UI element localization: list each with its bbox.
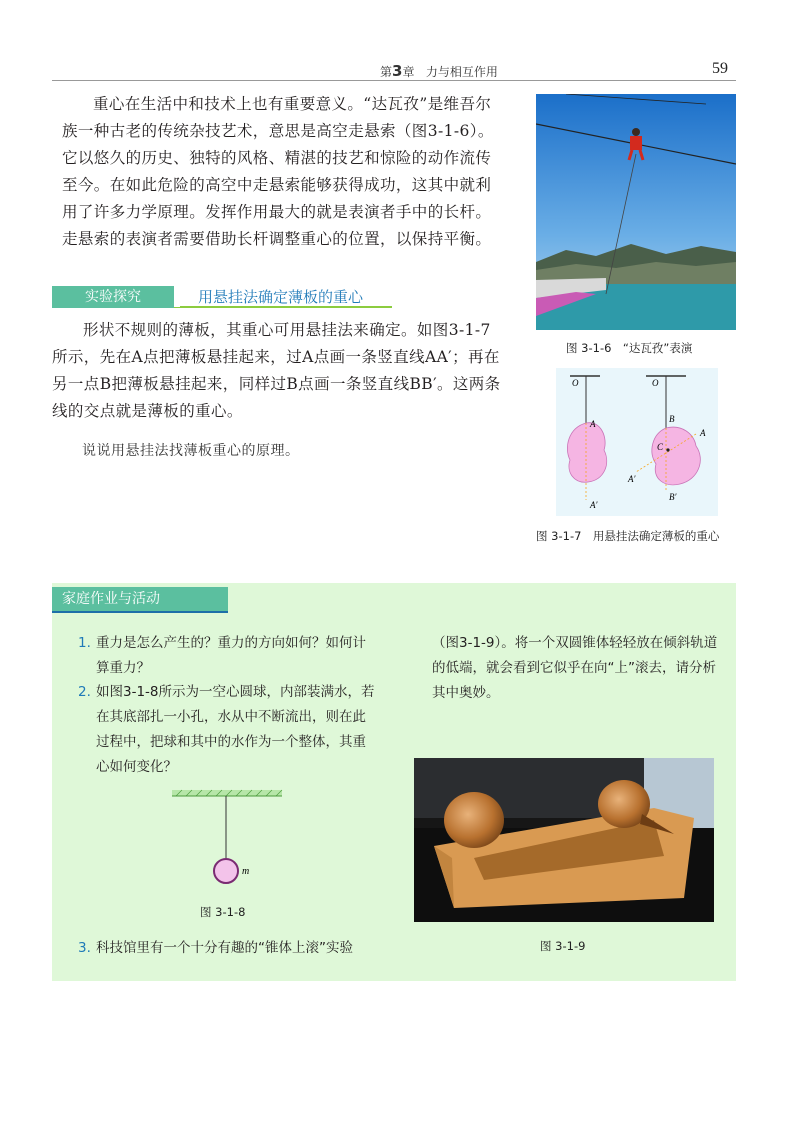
suspension-diagram (556, 368, 718, 516)
handwritten-prompt: 说说用悬挂法找薄板重心的原理。 (82, 443, 300, 459)
label-a2: A (700, 428, 706, 438)
experiment-tag: 实验探究 (52, 286, 174, 308)
experiment-underline (174, 307, 392, 308)
hanging-ball-diagram (168, 786, 288, 896)
question-3-number: 3. (78, 940, 91, 956)
page-number: 59 (712, 60, 728, 77)
homework-tag-underline (52, 611, 228, 613)
question-3 (78, 936, 388, 961)
label-b-prime: B′ (669, 492, 677, 502)
question-3-text: 科技馆里有一个十分有趣的“锥体上滚”实验 (96, 940, 353, 956)
double-cone-photo (414, 758, 714, 922)
figure-3-1-6-caption: 图 3-1-6 “达瓦孜”表演 (566, 341, 693, 355)
label-a2-prime: A′ (628, 474, 636, 484)
question-2-text: 如图3-1-8所示为一空心圆球，内部装满水，若在其底部扎一小孔，水从中不断流出，则在此过程中，把球和其中的水作为一个整体，其重心如何变化？ (96, 684, 375, 775)
label-c: C (657, 442, 664, 452)
question-1 (78, 631, 378, 681)
label-o2: O (652, 378, 659, 388)
chapter-number: 3 (392, 62, 403, 80)
question-1-text: 重力是怎么产生的？重力的方向如何？如何计算重力？ (96, 635, 366, 676)
figure-3-1-7-caption: 图 3-1-7 用悬挂法确定薄板的重心 (536, 529, 720, 543)
chapter-header (380, 62, 498, 80)
chapter-suffix: 章 (402, 65, 415, 79)
label-a1-prime: A′ (590, 500, 598, 510)
question-1-number: 1. (78, 635, 91, 651)
homework-tag: 家庭作业与活动 (52, 587, 228, 611)
header-divider (52, 80, 736, 81)
mass-label: m (242, 866, 250, 877)
tightrope-photo (536, 94, 736, 330)
chapter-title: 力与相互作用 (425, 65, 498, 79)
label-b: B (669, 414, 675, 424)
label-a1: A (590, 419, 596, 429)
label-o1: O (572, 378, 579, 388)
experiment-paragraph: 形状不规则的薄板，其重心可用悬挂法来确定。如图3-1-7所示，先在A点把薄板悬挂起来，过A点画一条竖直线AA′；再在另一点B把薄板悬挂起来，同样过B点画一条竖直线BB′。这两条线的交点就是薄板的重心。 (52, 321, 501, 420)
experiment-title: 用悬挂法确定薄板的重心 (180, 286, 392, 308)
intro-paragraph: 重心在生活中和技术上也有重要意义。“达瓦孜”是维吾尔族一种古老的传统杂技艺术，意思是高空走悬索（图3-1-6）。它以悠久的历史、独特的风格、精湛的技艺和惊险的动作流传至今。在如此危险的高空中走悬索能够获得成功，这其中就利用了许多力学原理。发挥作用最大的就是表演者手中的长杆。走悬索的表演者需要借助长杆调整重心的位置，以保持平衡。 (62, 95, 494, 248)
chapter-prefix: 第 (380, 65, 393, 79)
question-2 (78, 680, 378, 780)
question-3-continued: （图3-1-9）。将一个双圆锥体轻轻放在倾斜轨道的低端，就会看到它似乎在向“上”滚去，请分析其中奥妙。 (432, 635, 718, 701)
figure-3-1-9-caption: 图 3-1-9 (540, 939, 586, 953)
figure-3-1-8-caption: 图 3-1-8 (200, 905, 246, 919)
question-2-number: 2. (78, 684, 91, 700)
